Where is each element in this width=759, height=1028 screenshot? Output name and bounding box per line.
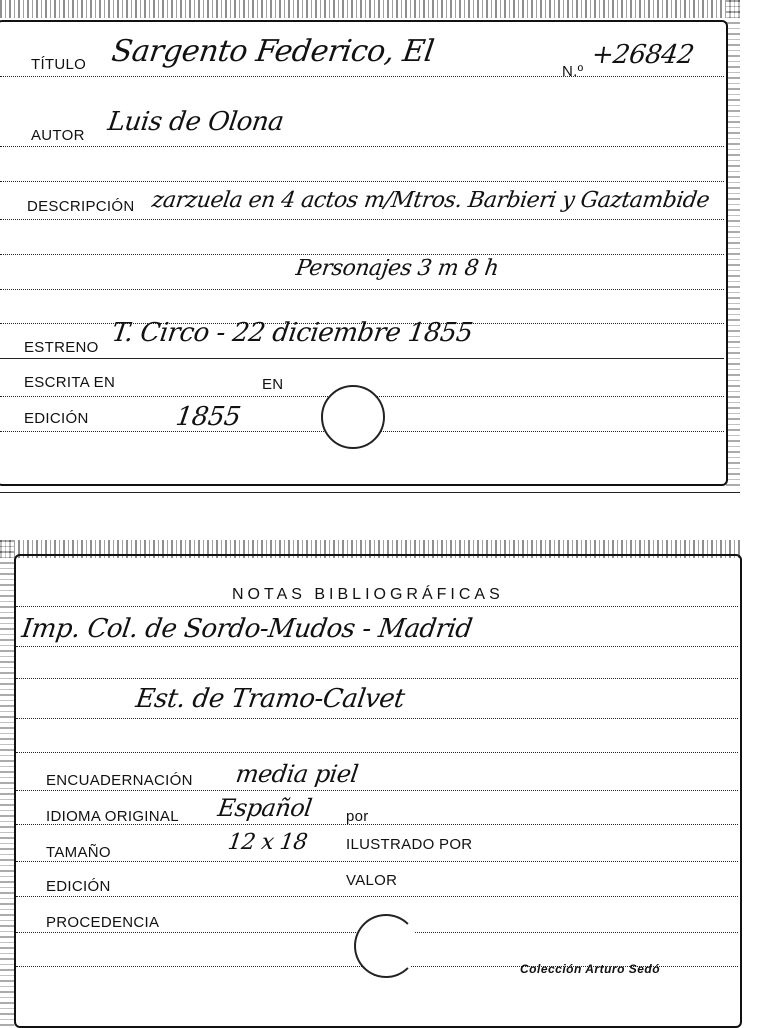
edicion2-label: EDICIÓN <box>46 878 111 895</box>
estreno-label: ESTRENO <box>24 339 99 356</box>
rule <box>16 896 738 897</box>
rule <box>16 718 738 719</box>
encuadernacion-label: ENCUADERNACIÓN <box>46 772 193 789</box>
punch-hole <box>321 385 385 449</box>
rule <box>0 254 724 255</box>
procedencia-label: PROCEDENCIA <box>46 914 160 931</box>
notas-heading: NOTAS BIBLIOGRÁFICAS <box>232 586 504 603</box>
titulo-value: Sargento Federico, El <box>109 34 436 69</box>
card-separator <box>0 492 740 493</box>
idioma-label: IDIOMA ORIGINAL <box>46 808 179 825</box>
ilustrado-label: ILUSTRADO POR <box>346 836 473 853</box>
idioma-value: Español <box>216 794 314 822</box>
punch-hole <box>354 914 418 978</box>
descripcion-label: DESCRIPCIÓN <box>27 198 135 215</box>
descripcion-value: zarzuela en 4 actos m/Mtros. Barbieri y Gaztambide <box>150 188 711 213</box>
por-label: por <box>346 808 369 825</box>
numero-value: +26842 <box>589 40 696 70</box>
rule <box>16 752 738 753</box>
edicion-label: EDICIÓN <box>24 410 89 427</box>
catalog-card-bottom <box>0 540 742 1028</box>
rule <box>0 146 724 147</box>
valor-label: VALOR <box>346 872 398 889</box>
autor-label: AUTOR <box>31 127 85 144</box>
rule <box>16 646 738 647</box>
catalog-card-top <box>0 0 740 490</box>
rule <box>16 861 738 862</box>
titulo-label: TÍTULO <box>31 56 87 73</box>
rule <box>16 790 738 791</box>
rule <box>0 181 724 182</box>
nota-estampa: Est. de Tramo-Calvet <box>133 684 407 714</box>
rule <box>0 289 724 290</box>
rule <box>0 219 724 220</box>
tamano-label: TAMAÑO <box>46 844 111 861</box>
tamano-value: 12 x 18 <box>226 830 309 855</box>
scan-noise-top <box>0 0 740 18</box>
scan-noise-edge <box>726 0 740 490</box>
autor-value: Luis de Olona <box>105 107 286 137</box>
en-label: EN <box>262 376 284 393</box>
personajes-value: Personajes 3 m 8 h <box>294 256 501 281</box>
scan-noise-edge <box>0 540 14 1028</box>
rule <box>16 678 738 679</box>
rule <box>0 358 724 359</box>
estreno-value: T. Circo - 22 diciembre 1855 <box>109 318 475 348</box>
nota-imprenta: Imp. Col. de Sordo-Mudos - Madrid <box>19 614 474 644</box>
coleccion-label: Colección Arturo Sedó <box>520 962 661 976</box>
edicion-value: 1855 <box>173 402 243 432</box>
escrita-label: ESCRITA EN <box>24 374 116 391</box>
numero-label: N.º <box>562 63 584 80</box>
rule <box>16 606 738 607</box>
rule <box>0 76 724 77</box>
encuadernacion-value: media piel <box>234 760 360 788</box>
